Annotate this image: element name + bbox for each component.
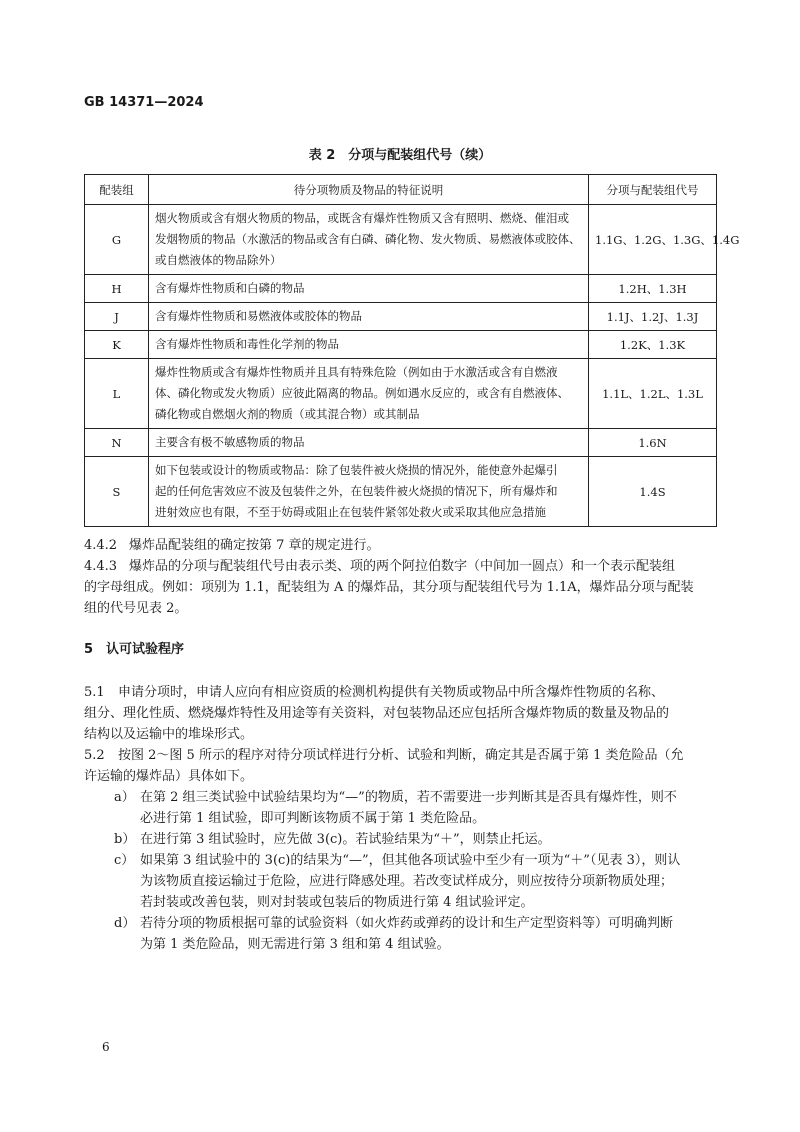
column-header: 配装组 [85, 175, 149, 205]
description-cell [149, 457, 589, 527]
clause-number: 5.1 [84, 685, 105, 700]
list-marker: c） [114, 853, 135, 868]
group-cell: K [85, 331, 149, 359]
code-cell: 1.6N [589, 429, 717, 457]
clause-line: 许运输的爆炸品）具体如下。 [84, 769, 254, 784]
description-line: 含有爆炸性物质和易燃液体或胶体的物品 [155, 309, 362, 323]
description-line: 主要含有极不敏感物质的物品 [155, 435, 305, 449]
table-header-row [85, 175, 717, 205]
group-cell: H [85, 275, 149, 303]
group-cell: L [85, 359, 149, 429]
table-row [85, 303, 717, 331]
list-line: 为该物质直接运输过于危险，应进行降感处理。若改变试样成分，则应按待分项新物质处理； [140, 874, 674, 889]
description-line: 发烟物质的物品（水激活的物品或含有白磷、磷化物、发火物质、易燃液体或胶体、 [155, 232, 581, 246]
clause-line: 组分、理化性质、燃烧爆炸特性及用途等有关资料，对包装物品还应包括所含爆炸物质的数量及物品的 [84, 706, 670, 721]
compatibility-group-table [84, 174, 740, 527]
description-line: 磷化物或自燃烟火剂的物质（或其混合物）或其制品 [155, 407, 420, 421]
description-line: 如下包装或设计的物质或物品：除了包装件被火烧损的情况外，能使意外起爆引 [155, 463, 558, 477]
clause-line: 按图 2～图 5 所示的程序对待分项试样进行分析、试验和判断，确定其是否属于第 1 类危险品（允 [118, 748, 684, 763]
table-row [85, 457, 717, 527]
description-line: 含有爆炸性物质和毒性化学剂的物品 [155, 337, 339, 351]
list-marker: a） [114, 790, 135, 805]
clause-5-2 [84, 745, 683, 787]
description-cell [149, 205, 589, 275]
clause-line: 申请分项时，申请人应向有相应资质的检测机构提供有关物质或物品中所含爆炸性物质的名称、 [118, 685, 665, 700]
list-line: 若封装或改善包装，则对封装或包装后的物质进行第 4 组试验评定。 [140, 895, 534, 910]
description-line: 或自燃液体的物品除外） [155, 253, 282, 267]
description-line: 体、磷化物或发火物质）应彼此隔离的物品。例如遇水反应的，或含有自燃液体、 [155, 386, 569, 400]
list-line: 为第 1 类危险品，则无需进行第 3 组和第 4 组试验。 [140, 937, 450, 952]
clause-number: 4.4.2 [84, 538, 118, 553]
list-line: 必进行第 1 组试验，即可判断该物质不属于第 1 类危险品。 [140, 811, 486, 826]
page-number: 6 [102, 1040, 110, 1054]
clause-line: 结构以及运输中的堆垛形式。 [84, 727, 254, 742]
group-cell: G [85, 205, 149, 275]
description-line: 烟火物质或含有烟火物质的物品，或既含有爆炸性物质又含有照明、燃烧、催泪或 [155, 211, 569, 225]
column-header: 待分项物质及物品的特征说明 [149, 175, 589, 205]
clause-line: 的字母组成。例如：项别为 1.1，配装组为 A 的爆炸品，其分项与配装组代号为 1.1A，爆炸品分项与配装 [84, 580, 694, 595]
code-cell: 1.1J、1.2J、1.3J [589, 303, 717, 331]
clause-number: 5.2 [84, 748, 105, 763]
table-row [85, 429, 717, 457]
section-heading: 5 认可试验程序 [84, 642, 185, 657]
group-cell: J [85, 303, 149, 331]
group-cell: N [85, 429, 149, 457]
list-line: 在第 2 组三类试验中试验结果均为“—”的物质，若不需要进一步判断其是否具有爆炸性，则不 [140, 790, 677, 805]
code-cell: 1.1L、1.2L、1.3L [589, 359, 717, 429]
list-marker: d） [114, 916, 136, 931]
table-row [85, 205, 717, 275]
description-cell [149, 359, 589, 429]
clause-4-4-2 [84, 535, 380, 556]
code-cell: 1.4S [589, 457, 717, 527]
description-cell [149, 331, 589, 359]
description-line: 起的任何危害效应不波及包装件之外，在包装件被火烧损的情况下，所有爆炸和 [155, 484, 558, 498]
list-marker: b） [114, 832, 136, 847]
clause-line: 组的代号见表 2。 [84, 601, 188, 616]
code-cell: 1.2K、1.3K [589, 331, 717, 359]
clause-line: 爆炸品配装组的确定按第 7 章的规定进行。 [129, 538, 380, 553]
clause-4-4-3 [84, 556, 694, 619]
clause-5-1 [84, 682, 669, 745]
code-cell: 1.2H、1.3H [589, 275, 717, 303]
description-line: 进射效应也有限，不至于妨碍或阻止在包装件紧邻处救火或采取其他应急措施 [155, 505, 546, 519]
description-cell [149, 429, 589, 457]
description-line: 爆炸性物质或含有爆炸性物质并且具有特殊危险（例如由于水激活或含有自燃液 [155, 365, 558, 379]
list-line: 若待分项的物质根据可靠的试验资料（如火炸药或弹药的设计和生产定型资料等）可明确判断 [140, 916, 674, 931]
clause-number: 4.4.3 [84, 559, 118, 574]
description-cell [149, 303, 589, 331]
table-row [85, 275, 717, 303]
code-cell: 1.1G、1.2G、1.3G、1.4G [589, 205, 717, 275]
table-caption: 表 2 分项与配装组代号（续） [308, 148, 492, 163]
list-line: 如果第 3 组试验中的 3(c)的结果为“—”，但其他各项试验中至少有一项为“＋”（见表 3），则认 [140, 853, 681, 868]
table-row [85, 331, 717, 359]
clause-line: 爆炸品的分项与配装组代号由表示类、项的两个阿拉伯数字（中间加一圆点）和一个表示配装组 [129, 559, 676, 574]
column-header: 分项与配装组代号 [589, 175, 717, 205]
group-cell: S [85, 457, 149, 527]
list-line: 在进行第 3 组试验时，应先做 3(c)。若试验结果为“＋”，则禁止托运。 [140, 832, 551, 847]
description-cell [149, 275, 589, 303]
table-row [85, 359, 717, 429]
standard-number: GB 14371—2024 [84, 95, 204, 110]
description-line: 含有爆炸性物质和白磷的物品 [155, 281, 305, 295]
